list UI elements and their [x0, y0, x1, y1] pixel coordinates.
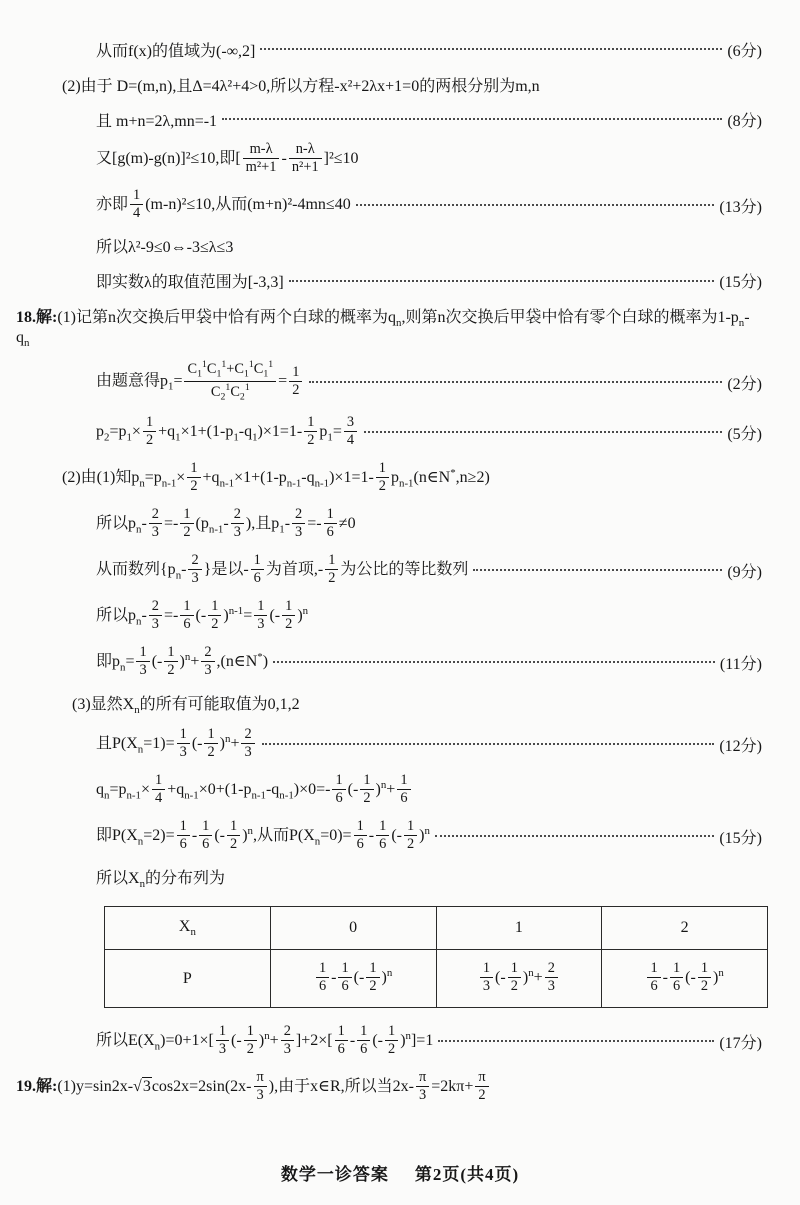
score-label: (11分): [719, 655, 762, 673]
solution-line: [96, 645, 762, 680]
distribution-table: [104, 906, 768, 1008]
line-text: 18.解:(1)记第n次交换后甲袋中恰有两个白球的概率为$q_n$,则第n次交换后甲袋中恰有零个白球的概率为$1-p_n-q_n$: [16, 308, 750, 350]
table-cell: $\frac{1}{6}$ - $\frac{1}{6}$ (- $\frac{1}{2}$ )$^n$: [270, 950, 436, 1008]
solution-line: [96, 507, 762, 542]
score-label: (5分): [727, 425, 762, 443]
line-text: 即$P(X_n=2)=$ $\frac{1}{6}$ - $\frac{1}{6}$ (- $\frac{1}{2}$ )$^n$,从而$P(X_n=0)=$ $\frac{1}{6}$ - $\frac{1}{6}$ (- $\frac{1}{2}$ )$^n$: [96, 817, 430, 852]
table-cell: P: [105, 950, 271, 1008]
score-label: (9分): [727, 563, 762, 581]
dot-leader: [273, 661, 715, 663]
table-header-cell: $X_n$: [105, 906, 271, 949]
solution-line: [96, 1024, 762, 1059]
table-value-row: [105, 950, 768, 1008]
table-cell: $\frac{1}{3}$ (- $\frac{1}{2}$ )$^n$+ $\frac{2}{3}$: [436, 950, 602, 1008]
dot-leader: [309, 381, 722, 383]
line-text: 所以$p_n-$ $\frac{2}{3}$ =- $\frac{1}{6}$ (- $\frac{1}{2}$ )$^{n-1}$= $\frac{1}{3}$ (- $\frac{1}{2}$ )$^n$: [96, 597, 309, 632]
dot-leader: [364, 431, 722, 433]
solution-line: [96, 142, 762, 177]
line-text: 亦即 $\frac{1}{4}$ (m-n)²≤10,从而(m+n)²-4mn≤40: [96, 186, 351, 221]
solution-line: [96, 773, 762, 808]
line-text: 即实数λ的取值范围为[-3,3]: [96, 274, 284, 292]
line-text: 所以$E(X_n)=0+1\times$[ $\frac{1}{3}$ (- $\frac{1}{2}$ )$^n$+ $\frac{2}{3}$ ]+2×[ $\frac{1}{6}$ - $\frac{1}{6}$ (- $\frac{1}{2}$ )$^n$]=1: [96, 1023, 434, 1057]
dot-leader: [356, 204, 715, 206]
dot-leader: [473, 569, 722, 571]
solution-line: [96, 37, 762, 61]
line-text: $p_2=p_1\times$ $\frac{1}{2}$ $+q_1\times 1+(1-p_1-q_1)\times 1=1-$ $\frac{1}{2}$ $p_1=$ $\frac{3}{4}$: [96, 415, 359, 450]
score-label: (15分): [719, 829, 762, 847]
line-text: $q_n=p_{n-1}\times$ $\frac{1}{4}$ $+q_{n-1}\times 0+(1-p_{n-1}-q_{n-1})\times 0=-$ $\frac{1}{6}$ (- $\frac{1}{2}$ )$^n$+ $\frac{1}{6}$: [96, 773, 413, 808]
dot-leader: [262, 743, 715, 745]
line-text: 从而数列{$p_n-$ $\frac{2}{3}$ }是以- $\frac{1}{6}$ 为首项,- $\frac{1}{2}$ 为公比的等比数列: [96, 551, 469, 586]
solution-line: [96, 107, 762, 131]
line-text: 从而f(x)的值域为(-∞,2]: [96, 42, 256, 60]
solution-line: [96, 188, 762, 223]
solution-line: [96, 269, 762, 293]
line-text: (3)显然$X_n$的所有可能取值为0,1,2: [72, 695, 300, 716]
dot-leader: [435, 835, 714, 837]
line-text: 且$P(X_n=1)=$ $\frac{1}{3}$ (- $\frac{1}{2}$ )$^n$+ $\frac{2}{3}$: [96, 727, 257, 762]
line-text: 由题意得$p_1=$ $\frac{C_1^1C_1^1+C_1^1C_1^1}{C_2^1C_2^1}$ = $\frac{1}{2}$: [96, 360, 304, 403]
solution-line: [62, 461, 762, 496]
solution-line: [96, 819, 762, 854]
line-text: 19.解:(1)y=sin2x-√3cos2x=2sin(2x- $\frac{\pi}{3}$ ),由于x∈R,所以当2x- $\frac{\pi}{3}$ =2kπ+ $\frac{\pi}{2}$: [16, 1070, 491, 1105]
table-header-row: [105, 906, 768, 949]
solution-line: [62, 72, 762, 96]
score-label: (17分): [719, 1034, 762, 1052]
page-footer: [0, 1160, 800, 1185]
solution-line: [96, 865, 762, 890]
line-text: 所以$p_n-$ $\frac{2}{3}$ =- $\frac{1}{2}$ ($p_{n-1}-$ $\frac{2}{3}$ ),且$p_1-$ $\frac{2}{3}$ =- $\frac{1}{6}$ ≠0: [96, 505, 356, 540]
solution-line: [96, 234, 762, 258]
solution-line: [96, 599, 762, 634]
line-text: 且 m+n=2λ,mn=-1: [96, 112, 218, 130]
score-label: (13分): [719, 198, 762, 216]
line-text: 所以λ²-9≤0⇔-3≤λ≤3: [96, 239, 234, 257]
dot-leader: [438, 1040, 714, 1042]
score-label: (2分): [727, 375, 762, 393]
line-text: (2)由于 D=(m,n),且Δ=4λ²+4>0,所以方程-x²+2λx+1=0的两根分别为m,n: [62, 77, 540, 95]
footer-title: 数学一诊答案: [280, 1165, 389, 1184]
solution-line: [72, 691, 762, 716]
line-text: 所以$X_n$的分布列为: [96, 869, 226, 890]
table-header-cell: 1: [436, 906, 602, 949]
score-label: (8分): [727, 112, 762, 130]
line-text: 即$p_n=$ $\frac{1}{3}$ (- $\frac{1}{2}$ )$^n$+ $\frac{2}{3}$ ,(n∈N*): [96, 643, 269, 678]
line-text: (2)由(1)知$p_n=p_{n-1}\times$ $\frac{1}{2}$ $+q_{n-1}\times 1+(1-p_{n-1}-q_{n-1})\times 1=1-$ $\frac{1}{2}$ $p_{n-1}(n\in N^*,n\ge 2)$: [62, 459, 490, 494]
score-label: (12分): [719, 737, 762, 755]
solution-line: [96, 553, 762, 588]
line-text: 又[g(m)-g(n)]²≤10,即[ $\frac{m-\lambda}{\text{m²+1}}$ - $\frac{n-\lambda}{\text{n²+1}}$ ]²≤10: [96, 141, 359, 175]
problem-19-statement: [16, 1070, 762, 1105]
table-cell: $\frac{1}{6}$ - $\frac{1}{6}$ (- $\frac{1}{2}$ )$^n$: [602, 950, 768, 1008]
score-label: (6分): [727, 42, 762, 60]
solution-line: [96, 415, 762, 450]
solution-line: [96, 360, 762, 403]
dot-leader: [289, 280, 715, 282]
score-label: (15分): [719, 274, 762, 292]
problem-18-statement: [16, 304, 762, 349]
footer-page-number: 第2页(共4页): [414, 1165, 520, 1184]
solution-line: [96, 727, 762, 762]
dot-leader: [222, 118, 722, 120]
table-header-cell: 2: [602, 906, 768, 949]
dot-leader: [260, 48, 722, 50]
table-header-cell: 0: [270, 906, 436, 949]
